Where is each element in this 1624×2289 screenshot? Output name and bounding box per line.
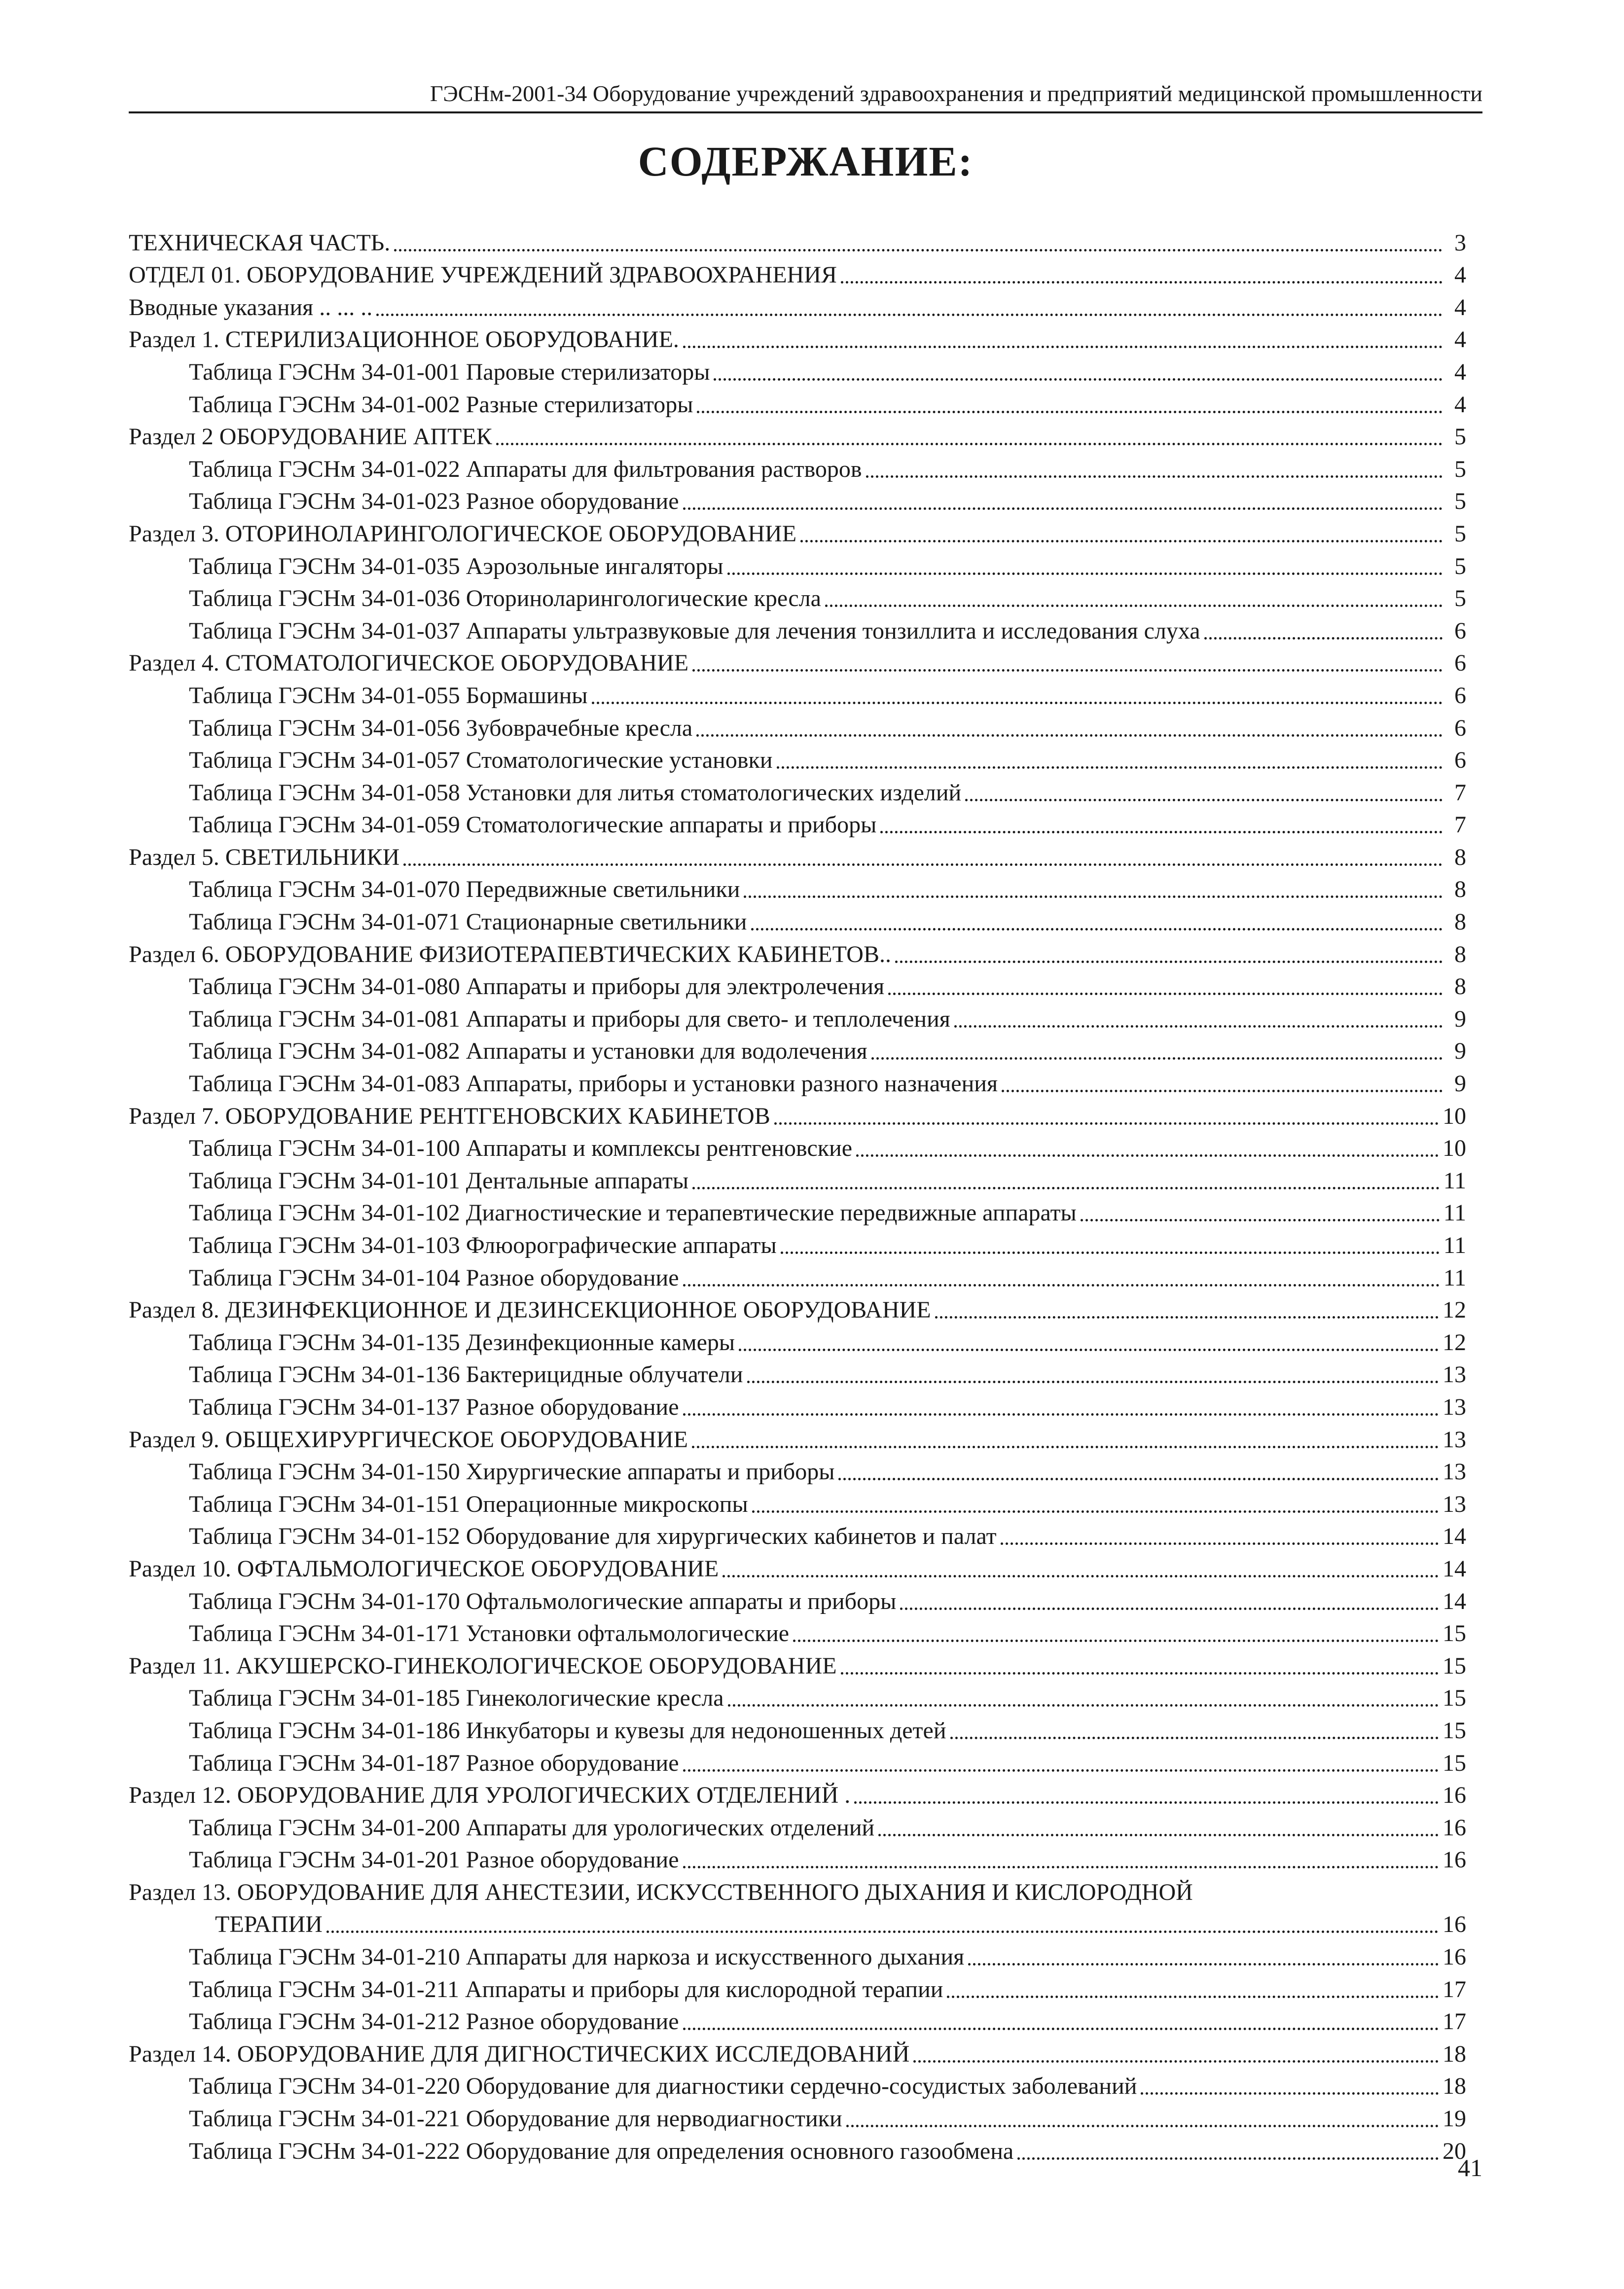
dot-leader (774, 1122, 1439, 1125)
toc-entry-title: Раздел 7. ОБОРУДОВАНИЕ РЕНТГЕНОВСКИХ КАБИНЕТОВ (129, 1103, 770, 1129)
toc-entry-table (129, 1131, 1466, 1163)
toc-entry-table (129, 1163, 1466, 1195)
dot-leader (913, 2060, 1439, 2063)
toc-entry-page: 15 (1443, 1652, 1466, 1679)
toc-entry-table (129, 1745, 1466, 1778)
toc-entry-title: Таблица ГЭСНм 34-01-058 Установки для литья стоматологических изделий (189, 779, 962, 806)
toc-entry-table (129, 387, 1466, 419)
toc-entry-page: 6 (1454, 650, 1466, 677)
toc-entry-table (129, 1939, 1466, 1971)
toc-entry-table (129, 1001, 1466, 1034)
toc-entry-page: 4 (1454, 262, 1466, 288)
toc-entry-page: 11 (1443, 1167, 1466, 1194)
toc-entry-title: Вводные указания .. ... .. (129, 294, 373, 321)
toc-entry-table (129, 1454, 1466, 1487)
toc-entry-section (129, 289, 1466, 322)
dot-leader (752, 1510, 1439, 1513)
toc-entry-title: Раздел 10. ОФТАЛЬМОЛОГИЧЕСКОЕ ОБОРУДОВАНИЕ (129, 1555, 719, 1582)
toc-entry-title: Раздел 1. СТЕРИЛИЗАЦИОННОЕ ОБОРУДОВАНИЕ. (129, 326, 679, 353)
toc-entry-page: 10 (1443, 1135, 1466, 1162)
running-header: ГЭСНм-2001-34 Оборудование учреждений здравоохранения и предприятий медицинской промышленности (430, 81, 1482, 106)
toc-entry-title: Таблица ГЭСНм 34-01-201 Разное оборудование (189, 1847, 679, 1873)
toc-entry-title: Таблица ГЭСНм 34-01-170 Офтальмологические аппараты и приборы (189, 1588, 897, 1614)
toc-entry-table (129, 1486, 1466, 1519)
toc-entry-table (129, 1260, 1466, 1292)
toc-entry-title: Раздел 8. ДЕЗИНФЕКЦИОННОЕ И ДЕЗИНСЕКЦИОННОЕ ОБОРУДОВАНИЕ (129, 1297, 931, 1323)
toc-entry-page: 4 (1454, 294, 1466, 321)
toc-entry-table (129, 1066, 1466, 1098)
toc-entry-title: Раздел 12. ОБОРУДОВАНИЕ ДЛЯ УРОЛОГИЧЕСКИХ ОТДЕЛЕНИЙ . (129, 1782, 851, 1809)
dot-leader (838, 1478, 1439, 1480)
toc-entry-page: 9 (1454, 1005, 1466, 1032)
toc-entry-table (129, 548, 1466, 581)
toc-entry-title: Таблица ГЭСНм 34-01-071 Стационарные светильники (189, 909, 747, 935)
toc-entry-title: Таблица ГЭСНм 34-01-186 Инкубаторы и кувезы для недоношенных детей (189, 1717, 946, 1744)
dot-leader (592, 702, 1443, 704)
dot-leader (880, 831, 1443, 833)
dot-leader (947, 1996, 1439, 1998)
toc-entry-title: Таблица ГЭСНм 34-01-151 Операционные микроскопы (189, 1491, 748, 1517)
dot-leader (935, 1316, 1439, 1319)
dot-leader (326, 1931, 1439, 1933)
toc-entry-title: Раздел 2 ОБОРУДОВАНИЕ АПТЕК (129, 424, 492, 450)
dot-leader (841, 1672, 1439, 1675)
toc-entry-title: Таблица ГЭСНм 34-01-220 Оборудование для диагностики сердечно-сосудистых заболеваний (189, 2073, 1137, 2100)
toc-entry-page: 11 (1443, 1200, 1466, 1226)
toc-entry-section (129, 257, 1466, 290)
toc-entry-page: 10 (1443, 1103, 1466, 1129)
toc-entry-page: 5 (1454, 488, 1466, 515)
toc-entry-title: ТЕХНИЧЕСКАЯ ЧАСТЬ. (129, 229, 391, 256)
dot-leader (954, 1025, 1443, 1028)
toc-entry-title: Таблица ГЭСНм 34-01-102 Диагностические и терапевтические передвижные аппараты (189, 1200, 1077, 1226)
toc-entry-page: 14 (1443, 1523, 1466, 1550)
toc-entry-page: 5 (1454, 553, 1466, 579)
toc-entry-section (129, 1874, 1466, 1907)
toc-entry-page: 5 (1454, 520, 1466, 547)
dot-leader (1141, 2092, 1439, 2095)
dot-leader (900, 1608, 1439, 1610)
toc-entry-title: Таблица ГЭСНм 34-01-137 Разное оборудование (189, 1394, 679, 1420)
toc-entry-page: 7 (1454, 779, 1466, 806)
toc-entry-table (129, 969, 1466, 1001)
dot-leader (403, 863, 1443, 866)
header-rule (129, 111, 1482, 113)
dot-leader (683, 346, 1443, 348)
toc-entry-section (129, 516, 1466, 548)
toc-entry-page: 5 (1454, 424, 1466, 450)
dot-leader (714, 378, 1443, 381)
dot-leader (950, 1737, 1439, 1739)
dot-leader (888, 993, 1443, 995)
dot-leader (1081, 1219, 1440, 1221)
toc-entry-page: 6 (1454, 617, 1466, 644)
toc-entry-page: 11 (1443, 1264, 1466, 1291)
dot-leader (856, 1154, 1439, 1157)
toc-entry-title: Раздел 11. АКУШЕРСКО-ГИНЕКОЛОГИЧЕСКОЕ ОБОРУДОВАНИЕ (129, 1652, 837, 1679)
toc-entry-page: 16 (1443, 1944, 1466, 1970)
toc-entry-title: Таблица ГЭСНм 34-01-211 Аппараты и приборы для кислородной терапии (189, 1976, 943, 2003)
dot-leader (683, 1284, 1440, 1287)
toc-entry-page: 16 (1443, 1847, 1466, 1873)
dot-leader (696, 734, 1443, 737)
toc-entry-table (129, 1583, 1466, 1616)
toc-entry-title: Таблица ГЭСНм 34-01-022 Аппараты для фильтрования растворов (189, 456, 862, 482)
toc-entry-title: Таблица ГЭСНм 34-01-023 Разное оборудование (189, 488, 679, 515)
toc-entry-title: Таблица ГЭСНм 34-01-221 Оборудование для нервoдиагностики (189, 2106, 842, 2132)
toc-entry-page: 6 (1454, 715, 1466, 741)
toc-entry-title: Таблица ГЭСНм 34-01-150 Хирургические аппараты и приборы (189, 1459, 835, 1485)
toc-entry-section (129, 1648, 1466, 1681)
toc-entry-table (129, 1681, 1466, 1713)
dot-leader (683, 507, 1443, 510)
toc-entry-page: 12 (1443, 1297, 1466, 1323)
toc-entry-page: 6 (1454, 747, 1466, 774)
toc-entry-title: Таблица ГЭСНм 34-01-187 Разное оборудование (189, 1750, 679, 1776)
toc-entry-page: 5 (1454, 456, 1466, 482)
toc-entry-table (129, 2133, 1466, 2166)
toc-entry-page: 3 (1454, 229, 1466, 256)
toc-entry-table (129, 1842, 1466, 1875)
dot-leader (777, 766, 1443, 769)
toc-entry-section (129, 322, 1466, 355)
toc-entry-section (129, 936, 1466, 969)
toc-entry-page: 7 (1454, 812, 1466, 838)
toc-entry-title: Раздел 14. ОБОРУДОВАНИЕ ДЛЯ ДИГНОСТИЧЕСКИХ ИССЛЕДОВАНИЙ (129, 2040, 910, 2067)
toc-entry-title: Таблица ГЭСНм 34-01-222 Оборудование для определения основного газообмена (189, 2138, 1014, 2164)
dot-leader (751, 928, 1443, 930)
toc-entry-page: 13 (1443, 1426, 1466, 1453)
toc-entry-section (129, 839, 1466, 872)
toc-entry-table (129, 1810, 1466, 1842)
toc-entry-title: Таблица ГЭСНм 34-01-035 Аэрозольные ингаляторы (189, 553, 723, 579)
toc-entry-title: Раздел 13. ОБОРУДОВАНИЕ ДЛЯ АНЕСТЕЗИИ, ИСКУССТВЕННОГО ДЫХАНИЯ И КИСЛОРОДНОЙ (129, 1879, 1193, 1905)
toc-entry-title: Таблица ГЭСНм 34-01-083 Аппараты, приборы и установки разного назначения (189, 1071, 998, 1097)
toc-entry-section (129, 1422, 1466, 1454)
dot-leader (854, 1801, 1439, 1804)
toc-entry-title: Таблица ГЭСНм 34-01-104 Разное оборудование (189, 1264, 679, 1291)
toc-entry-page: 13 (1443, 1394, 1466, 1420)
toc-entry-page: 16 (1443, 1782, 1466, 1809)
toc-entry-title: ТЕРАПИИ (215, 1911, 323, 1938)
toc-entry-table (129, 1195, 1466, 1228)
dot-leader (846, 2125, 1439, 2127)
dot-leader (692, 1187, 1440, 1189)
dot-leader (871, 1057, 1443, 1060)
toc-entry-section (129, 419, 1466, 452)
toc-entry-title: Таблица ГЭСНм 34-01-200 Аппараты для урологических отделений (189, 1814, 875, 1841)
toc-entry-table (129, 1357, 1466, 1390)
toc-entry-page: 14 (1443, 1555, 1466, 1582)
toc-entry-page: 15 (1443, 1717, 1466, 1744)
toc-entry-title: Таблица ГЭСНм 34-01-152 Оборудование для хирургических кабинетов и палат (189, 1523, 997, 1550)
toc-entry-page: 8 (1454, 909, 1466, 935)
toc-entry-page: 18 (1443, 2040, 1466, 2067)
toc-entry-page: 15 (1443, 1685, 1466, 1712)
toc-entry-page: 6 (1454, 682, 1466, 709)
toc-entry-table (129, 678, 1466, 710)
toc-entry-table (129, 1616, 1466, 1648)
toc-entry-title: Таблица ГЭСНм 34-01-001 Паровые стерилизаторы (189, 358, 710, 385)
toc-entry-page: 16 (1443, 1814, 1466, 1841)
toc-entry-title: Таблица ГЭСНм 34-01-212 Разное оборудование (189, 2008, 679, 2035)
toc-entry-table (129, 1971, 1466, 2004)
toc-entry-table (129, 1713, 1466, 1745)
dot-leader (692, 1446, 1439, 1448)
toc-entry-page: 8 (1454, 973, 1466, 1000)
toc-entry-table (129, 1034, 1466, 1066)
dot-leader (793, 1640, 1439, 1642)
dot-leader (683, 1769, 1439, 1772)
dot-leader (692, 669, 1443, 672)
dot-leader (739, 1349, 1439, 1351)
toc-entry-section (129, 225, 1466, 257)
dot-leader (866, 475, 1443, 478)
toc-entry-title: Таблица ГЭСНм 34-01-185 Гинекологические кресла (189, 1685, 724, 1712)
toc-entry-title: Раздел 3. ОТОРИНОЛАРИНГОЛОГИЧЕСКОЕ ОБОРУДОВАНИЕ (129, 520, 797, 547)
dot-leader (781, 1252, 1440, 1254)
toc-entry-title: Таблица ГЭСНм 34-01-002 Разные стерилизаторы (189, 391, 693, 418)
toc-entry-table (129, 484, 1466, 516)
toc-entry-table (129, 872, 1466, 904)
dot-leader (683, 1413, 1439, 1416)
toc-entry-section (129, 1098, 1466, 1131)
dot-leader (965, 799, 1443, 801)
toc-entry-page: 16 (1443, 1911, 1466, 1938)
dot-leader (722, 1575, 1439, 1577)
dot-leader (800, 540, 1443, 542)
dot-leader (968, 1963, 1439, 1966)
toc-entry-section (129, 1551, 1466, 1583)
dot-leader (744, 895, 1443, 898)
toc-entry-page: 20 (1443, 2138, 1466, 2164)
toc-entry-title: Таблица ГЭСНм 34-01-135 Дезинфекционные камеры (189, 1329, 735, 1356)
toc-entry-section (129, 1292, 1466, 1325)
toc-entry-page: 18 (1443, 2073, 1466, 2100)
dot-leader (727, 572, 1443, 575)
toc-entry-title: Таблица ГЭСНм 34-01-057 Стоматологические установки (189, 747, 773, 774)
toc-entry-page: 13 (1443, 1459, 1466, 1485)
dot-leader (1017, 2157, 1439, 2160)
dot-leader (878, 1834, 1439, 1836)
toc-entry-table (129, 2101, 1466, 2133)
dot-leader (841, 281, 1443, 284)
toc-entry-title: Раздел 6. ОБОРУДОВАНИЕ ФИЗИОТЕРАПЕВТИЧЕСКИХ КАБИНЕТОВ.. (129, 941, 891, 967)
toc-entry-title: Таблица ГЭСНм 34-01-059 Стоматологические аппараты и приборы (189, 812, 877, 838)
toc-entry-table (129, 743, 1466, 775)
dot-leader (825, 605, 1443, 607)
dot-leader (376, 314, 1443, 316)
toc-entry-section (129, 1778, 1466, 1810)
dot-leader (394, 249, 1443, 251)
toc-entry-table (129, 1519, 1466, 1551)
dot-leader (1002, 1090, 1443, 1092)
toc-entry-page: 15 (1443, 1750, 1466, 1776)
page-title: СОДЕРЖАНИЕ: (638, 138, 974, 185)
toc-entry-page: 17 (1443, 2008, 1466, 2035)
toc-entry-title: Раздел 4. СТОМАТОЛОГИЧЕСКОЕ ОБОРУДОВАНИЕ (129, 650, 689, 677)
toc-entry-page: 13 (1443, 1491, 1466, 1517)
toc-entry-title: Таблица ГЭСНм 34-01-036 Оториноларингологические кресла (189, 585, 821, 612)
toc-entry-page: 17 (1443, 1976, 1466, 2003)
toc-entry-title: Таблица ГЭСНм 34-01-055 Бормашины (189, 682, 588, 709)
dot-leader (1001, 1542, 1439, 1545)
toc-entry-page: 5 (1454, 585, 1466, 612)
toc-entry-table (129, 581, 1466, 613)
toc-entry-table (129, 2069, 1466, 2101)
toc-entry-table (129, 354, 1466, 387)
toc-entry-table (129, 807, 1466, 840)
toc-entry-title: Таблица ГЭСНм 34-01-070 Передвижные светильники (189, 876, 740, 903)
toc-entry-title: Таблица ГЭСНм 34-01-210 Аппараты для наркоза и искусственного дыхания (189, 1944, 965, 1970)
toc-entry-section (129, 645, 1466, 678)
dot-leader (728, 1704, 1439, 1707)
page-number: 41 (1458, 2154, 1482, 2182)
dot-leader (496, 443, 1443, 445)
toc-entry-page: 8 (1454, 876, 1466, 903)
toc-entry-page: 4 (1454, 358, 1466, 385)
toc-entry-table (129, 1227, 1466, 1260)
toc-entry-page: 9 (1454, 1038, 1466, 1065)
toc-entry-table (129, 1389, 1466, 1422)
toc-entry-page: 14 (1443, 1588, 1466, 1614)
toc-entry-page: 9 (1454, 1071, 1466, 1097)
toc-entry-title: ОТДЕЛ 01. ОБОРУДОВАНИЕ УЧРЕЖДЕНИЙ ЗДРАВООХРАНЕНИЯ (129, 262, 837, 288)
toc-entry-title: Таблица ГЭСНм 34-01-037 Аппараты ультразвуковые для лечения тонзиллита и исследования слуха (189, 617, 1200, 644)
toc-entry-title: Таблица ГЭСНм 34-01-081 Аппараты и приборы для свето- и теплолечения (189, 1005, 950, 1032)
toc-entry-title: Раздел 5. СВЕТИЛЬНИКИ (129, 844, 400, 870)
dot-leader (1204, 637, 1443, 640)
toc-entry-title: Раздел 9. ОБЩЕХИРУРГИЧЕСКОЕ ОБОРУДОВАНИЕ (129, 1426, 688, 1453)
toc-entry-table (129, 904, 1466, 936)
toc-entry-title: Таблица ГЭСНм 34-01-171 Установки офтальмологические (189, 1620, 790, 1647)
toc-entry-page: 12 (1443, 1329, 1466, 1356)
table-of-contents (129, 225, 1466, 2166)
toc-entry-page: 4 (1454, 391, 1466, 418)
toc-entry-page: 15 (1443, 1620, 1466, 1647)
toc-entry-page: 11 (1443, 1232, 1466, 1258)
toc-entry-title: Таблица ГЭСНм 34-01-103 Флюорографические аппараты (189, 1232, 777, 1258)
toc-entry-title: Таблица ГЭСНм 34-01-100 Аппараты и комплексы рентгеновские (189, 1135, 853, 1162)
toc-entry-title: Таблица ГЭСНм 34-01-082 Аппараты и установки для водолечения (189, 1038, 867, 1065)
toc-entry-section (129, 1907, 1466, 1939)
dot-leader (895, 961, 1443, 963)
dot-leader (697, 411, 1443, 413)
toc-entry-page: 19 (1443, 2106, 1466, 2132)
toc-entry-table (129, 710, 1466, 743)
dot-leader (747, 1381, 1439, 1383)
toc-entry-table (129, 775, 1466, 807)
toc-entry-page: 13 (1443, 1361, 1466, 1388)
toc-entry-title: Таблица ГЭСНм 34-01-080 Аппараты и приборы для электролечения (189, 973, 885, 1000)
toc-entry-table (129, 2004, 1466, 2037)
dot-leader (683, 1866, 1439, 1868)
toc-entry-section (129, 2036, 1466, 2069)
dot-leader (683, 2028, 1439, 2030)
toc-entry-page: 4 (1454, 326, 1466, 353)
toc-entry-page: 8 (1454, 941, 1466, 967)
toc-entry-table (129, 451, 1466, 484)
toc-entry-title: Таблица ГЭСНм 34-01-136 Бактерицидные облучатели (189, 1361, 743, 1388)
toc-entry-table (129, 1324, 1466, 1357)
toc-entry-page: 8 (1454, 844, 1466, 870)
toc-entry-title: Таблица ГЭСНм 34-01-056 Зубоврачебные кресла (189, 715, 693, 741)
toc-entry-title: Таблица ГЭСНм 34-01-101 Дентальные аппараты (189, 1167, 689, 1194)
toc-entry-table (129, 613, 1466, 645)
